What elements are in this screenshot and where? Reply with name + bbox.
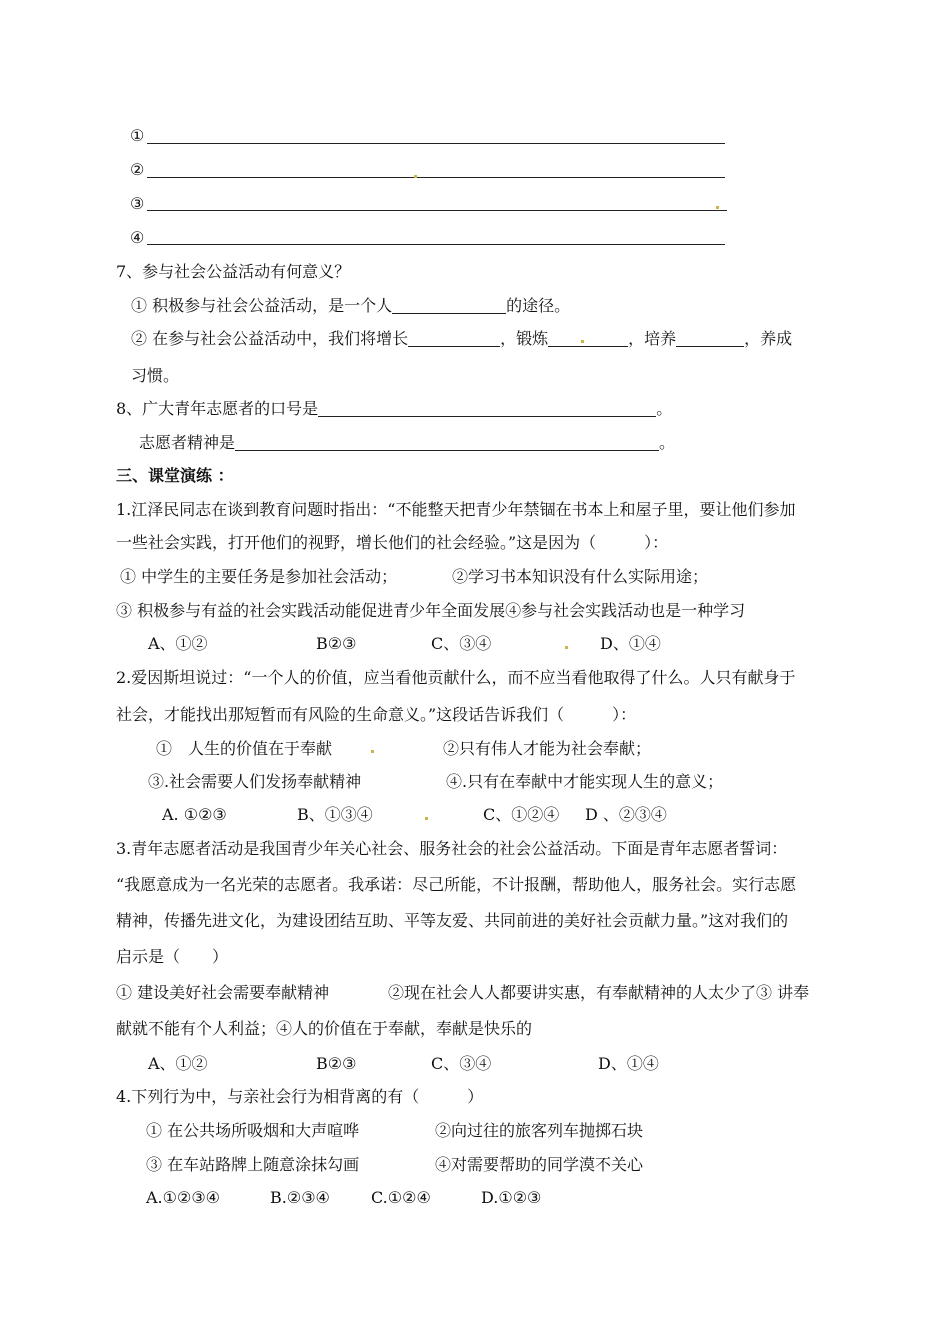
q7-line-3: 习惯。: [131, 366, 180, 385]
blank-label-2: ②: [130, 160, 145, 179]
stray-dot: [581, 340, 584, 343]
p2-line-2: 社会，才能找出那短暂而有风险的生命意义。”这段话告诉我们（ ）：: [116, 705, 637, 724]
blank-label-4: ④: [130, 228, 145, 247]
p1-option-c[interactable]: C、③④: [431, 634, 492, 653]
p3-option-d[interactable]: D、①④: [598, 1054, 659, 1073]
stray-dot: [371, 750, 374, 753]
answer-line-4[interactable]: [147, 244, 725, 245]
p1-line-1: 1.江泽民同志在谈到教育问题时指出：“不能整天把青少年禁锢在书本上和屋子里，要让他们参加: [116, 500, 796, 519]
p3-line-3: 精神，传播先进文化，为建设团结互助、平等友爱、共同前进的美好社会贡献力量。”这对我们的: [116, 911, 789, 930]
p2-option-c[interactable]: C、①②④: [483, 805, 560, 824]
stray-dot: [716, 206, 719, 209]
p2-statement-3: ③.社会需要人们发扬奉献精神: [148, 772, 362, 791]
p3-option-c[interactable]: C、③④: [431, 1054, 492, 1073]
p3-statement-1: ① 建设美好社会需要奉献精神: [116, 983, 330, 1002]
p3-statement-2: ②现在社会人人都要讲实惠，有奉献精神的人太少了③ 讲奉: [388, 983, 810, 1002]
p1-option-d[interactable]: D、①④: [600, 634, 661, 653]
answer-line-3[interactable]: [147, 210, 727, 211]
p2-option-a[interactable]: A. ①②③: [162, 805, 227, 824]
q7-title: 7、参与社会公益活动有何意义？: [116, 262, 351, 281]
answer-line-2[interactable]: [147, 177, 725, 178]
stray-dot: [425, 817, 428, 820]
p1-statement-2: ②学习书本知识没有什么实际用途；: [452, 567, 709, 586]
p2-option-b[interactable]: B、①③④: [297, 805, 373, 824]
p3-line-4: 启示是（ ）: [116, 947, 229, 966]
p4-statement-1: ① 在公共场所吸烟和大声喧哗: [146, 1121, 360, 1140]
p3-line-2: “我愿意成为一名光荣的志愿者。我承诺：尽己所能，不计报酬，帮助他人，服务社会。实行志愿: [116, 875, 797, 894]
stray-dot: [414, 175, 417, 178]
blank-label-1: ①: [130, 126, 145, 145]
q7-blank-train[interactable]: [548, 330, 628, 347]
p2-statement-4: ④.只有在奉献中才能实现人生的意义；: [446, 772, 724, 791]
p4-statement-2: ②向过往的旅客列车抛掷石块: [435, 1121, 644, 1140]
p3-line-1: 3.青年志愿者活动是我国青少年关心社会、服务社会的社会公益活动。下面是青年志愿者誓词：: [116, 839, 788, 858]
p1-line-2: 一些社会实践，打开他们的视野，增长他们的社会经验。”这是因为（ ）：: [116, 533, 669, 552]
stray-dot: [565, 646, 568, 649]
p1-option-b[interactable]: B②③: [316, 634, 357, 653]
p4-option-c[interactable]: C.①②④: [371, 1188, 431, 1207]
section-3-title: 三、课堂演练 ：: [116, 466, 234, 485]
q8-blank-slogan[interactable]: [318, 400, 656, 417]
p4-option-b[interactable]: B.②③④: [270, 1188, 330, 1207]
p1-statement-3: ③ 积极参与有益的社会实践活动能促进青少年全面发展④参与社会实践活动也是一种学习: [116, 601, 746, 620]
q7-line-1: ① 积极参与社会公益活动，是一个人 的途径。: [131, 296, 571, 315]
p4-option-d[interactable]: D.①②③: [481, 1188, 542, 1207]
p2-statement-1: ① 人生的价值在于奉献: [156, 739, 333, 758]
p2-statement-2: ②只有伟人才能为社会奉献；: [443, 739, 652, 758]
answer-line-1[interactable]: [147, 143, 725, 144]
p2-line-1: 2.爱因斯坦说过：“一个人的价值，应当看他贡献什么，而不应当看他取得了什么。人只有献身于: [116, 668, 796, 687]
q8-line-1: 8、广大青年志愿者的口号是 。: [116, 399, 673, 418]
q7-blank-grow[interactable]: [408, 330, 500, 347]
p3-option-a[interactable]: A、①②: [148, 1054, 208, 1073]
p1-option-a[interactable]: A、①②: [148, 634, 208, 653]
q8-blank-spirit[interactable]: [235, 434, 659, 451]
p4-statement-3: ③ 在车站路牌上随意涂抹勾画: [146, 1155, 360, 1174]
p4-option-a[interactable]: A.①②③④: [146, 1188, 221, 1207]
blank-label-3: ③: [130, 194, 145, 213]
p4-line-1: 4.下列行为中，与亲社会行为相背离的有（ ）: [116, 1087, 484, 1106]
q7-blank-cultivate[interactable]: [676, 330, 744, 347]
p3-statement-3: 献就不能有个人利益；④人的价值在于奉献，奉献是快乐的: [116, 1019, 533, 1038]
q8-line-2: 志愿者精神是 。: [139, 433, 676, 452]
p4-statement-4: ④对需要帮助的同学漠不关心: [435, 1155, 644, 1174]
p2-option-d[interactable]: D 、②③④: [585, 805, 667, 824]
p3-option-b[interactable]: B②③: [316, 1054, 357, 1073]
p1-statement-1: ① 中学生的主要任务是参加社会活动；: [120, 567, 398, 586]
q7-line-2: ② 在参与社会公益活动中，我们将增长 ，锻炼 ，培养 ，养成: [131, 329, 793, 348]
q7-blank-path[interactable]: [392, 297, 506, 314]
